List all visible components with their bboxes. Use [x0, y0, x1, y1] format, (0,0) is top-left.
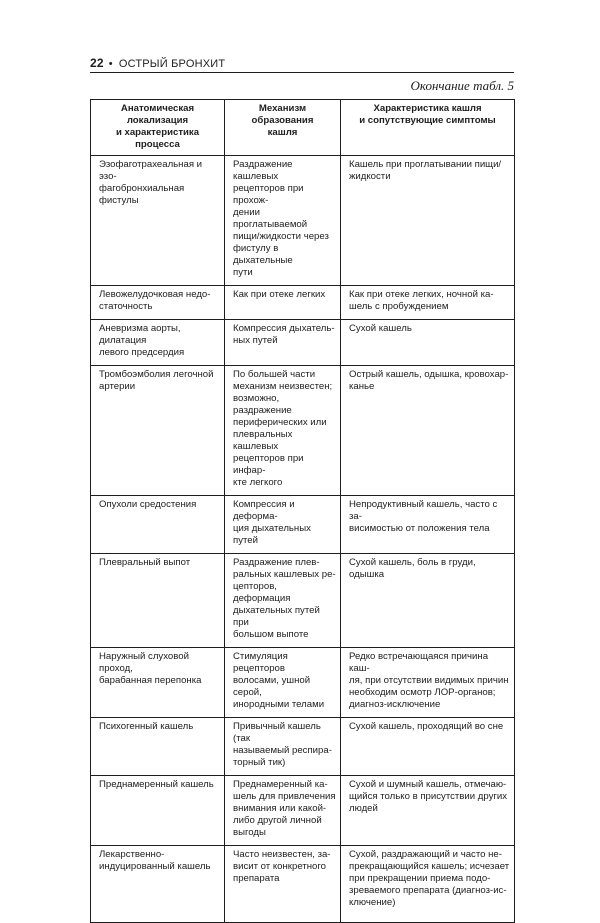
table-row [91, 718, 515, 776]
cell-location: Лекарственно- индуцированный кашель [91, 846, 225, 923]
running-head [90, 56, 225, 70]
cell-location: Эзофаготрахеальная и эзо- фагобронхиальная фистулы [91, 156, 225, 286]
column-header-character: Характеристика кашля и сопутствующие симптомы [341, 100, 515, 156]
cell-character: Редко встречающаяся причина каш- ля, при отсутствии видимых причин необходим осмотр ЛОР-органов; диагноз-исключение [341, 648, 515, 718]
cell-location: Опухоли средостения [91, 496, 225, 554]
column-header-location: Анатомическая локализация и характеристика процесса [91, 100, 225, 156]
cell-mechanism: Привычный кашель (так называемый респира- торный тик) [225, 718, 341, 776]
cell-mechanism: Часто неизвестен, за- висит от конкретного препарата [225, 846, 341, 923]
table-row [91, 554, 515, 648]
cell-character: Сухой кашель, боль в груди, одышка [341, 554, 515, 648]
cell-location: Тромбоэмболия легочной артерии [91, 366, 225, 496]
cell-character: Как при отеке легких, ночной ка- шель с пробуждением [341, 286, 515, 320]
table-row [91, 156, 515, 286]
table-row [91, 776, 515, 846]
cell-mechanism: Раздражение кашлевых рецепторов при прохож- дении проглатываемой пищи/жидкости через фистулу в дыхательные пути [225, 156, 341, 286]
cell-mechanism: Раздражение плев- ральных кашлевых ре- цепторов, деформация дыхательных путей при большом выпоте [225, 554, 341, 648]
bullet-separator: • [108, 58, 113, 70]
cell-character: Непродуктивный кашель, часто с за- висимостью от положения тела [341, 496, 515, 554]
cell-character: Сухой кашель [341, 320, 515, 366]
table-row [91, 496, 515, 554]
cell-location: Левожелудочковая недо- статочность [91, 286, 225, 320]
page-number: 22 [90, 56, 104, 70]
cell-mechanism: По большей части механизм неизвестен; возможно, раздражение периферических или плевральных кашлевых рецепторов при инфар- кте легкого [225, 366, 341, 496]
header-rule [90, 72, 514, 73]
cell-character: Кашель при проглатывании пищи/ жидкости [341, 156, 515, 286]
cell-character: Сухой, раздражающий и часто не- прекращающийся кашель; исчезает при прекращении приема подо- зреваемого препарата (диагноз-ис- ключение) [341, 846, 515, 923]
cell-character: Сухой и шумный кашель, отмечаю- щийся только в присутствии других людей [341, 776, 515, 846]
cell-location: Наружный слуховой проход, барабанная перепонка [91, 648, 225, 718]
cell-character: Сухой кашель, проходящий во сне [341, 718, 515, 776]
section-title: ОСТРЫЙ БРОНХИТ [118, 58, 226, 70]
cell-mechanism: Стимуляция рецепторов волосами, ушной серой, инородными телами [225, 648, 341, 718]
cell-character: Острый кашель, одышка, кровохар- канье [341, 366, 515, 496]
table-row [91, 846, 515, 923]
column-header-mechanism: Механизм образования кашля [225, 100, 341, 156]
table-header-row [91, 100, 515, 156]
table-row [91, 320, 515, 366]
cell-location: Плевральный выпот [91, 554, 225, 648]
cell-location: Психогенный кашель [91, 718, 225, 776]
table-caption: Окончание табл. 5 [410, 78, 514, 93]
table-row [91, 648, 515, 718]
cough-causes-table [90, 99, 515, 923]
cell-mechanism: Преднамеренный ка- шель для привлечения внимания или какой- либо другой личной выгоды [225, 776, 341, 846]
cell-mechanism: Как при отеке легких [225, 286, 341, 320]
cell-mechanism: Компрессия дыхатель- ных путей [225, 320, 341, 366]
table-row [91, 286, 515, 320]
cell-location: Аневризма аорты, дилатация левого предсердия [91, 320, 225, 366]
cell-location: Преднамеренный кашель [91, 776, 225, 846]
cell-mechanism: Компрессия и деформа- ция дыхательных путей [225, 496, 341, 554]
table-row [91, 366, 515, 496]
